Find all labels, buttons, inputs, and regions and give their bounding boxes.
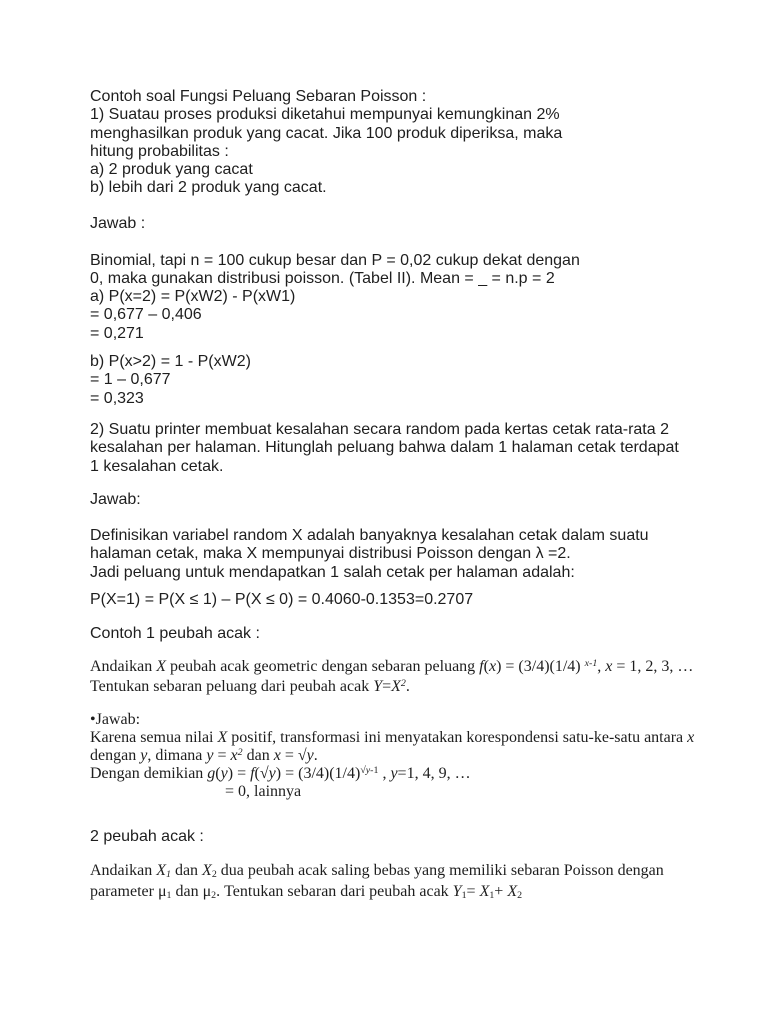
text-line: [90, 421, 679, 439]
text-segment: Y: [452, 883, 462, 900]
text-line: [90, 729, 694, 747]
text-segment: peubah acak geometric dengan sebaran peluang: [165, 658, 480, 675]
text-segment: y: [365, 764, 371, 776]
text-segment: halaman cetak, maka X mempunyai distribusi Poisson dengan λ =2.: [90, 545, 571, 563]
text-segment: Karena semua nilai: [90, 729, 218, 746]
text-segment: dan: [242, 747, 274, 764]
text-segment: P(X=1) = P(X ≤ 1) – P(X ≤ 0) = 0.4060-0.1353=0.2707: [90, 591, 474, 608]
text-segment: Definisikan variabel random X adalah banyaknya kesalahan cetak dalam suatu: [90, 527, 649, 544]
text-segment: 0, maka gunakan distribusi poisson. (Tabel II). Mean = _ = n.p = 2: [90, 269, 555, 287]
text-segment: = 1, 2, 3, …: [612, 658, 694, 675]
text-segment: X: [391, 678, 401, 695]
text-segment: 2: [211, 890, 217, 902]
text-segment: Tentukan sebaran peluang dari peubah acak: [90, 678, 374, 695]
text-segment: y: [140, 747, 148, 764]
text-segment: X: [507, 883, 518, 900]
text-segment: 2: [400, 677, 406, 689]
text-segment: 2: [517, 890, 523, 902]
text-line: [90, 390, 251, 408]
text-segment: (√: [254, 765, 269, 782]
text-segment: = 0, lainnya: [225, 783, 302, 800]
text-segment: Andaikan: [90, 658, 157, 675]
text-segment: dua peubah acak saling bebas yang memiliki sebaran Poisson dengan: [216, 862, 664, 879]
example1-answer-paragraph: [90, 711, 694, 801]
text-segment: . Tentukan sebaran dari peubah acak: [216, 883, 453, 900]
text-segment: √: [360, 764, 366, 776]
text-segment: x-1: [584, 657, 598, 669]
example1-heading: [90, 625, 260, 643]
text-line: [90, 765, 694, 783]
text-segment: Jawab :: [90, 215, 146, 232]
text-segment: y: [390, 765, 398, 782]
answer2-paragraph: [90, 527, 649, 582]
text-line: [90, 527, 649, 545]
text-segment: f: [250, 765, 255, 782]
text-segment: menghasilkan produk yang cacat. Jika 100 produk diperiksa, maka: [90, 124, 563, 142]
text-segment: •Jawab:: [90, 711, 141, 728]
text-segment: a) 2 produk yang cacat: [90, 161, 253, 179]
text-segment: 2: [211, 869, 217, 881]
text-segment: Jawab:: [90, 491, 141, 508]
text-segment: 2: [237, 746, 243, 758]
text-line: [90, 325, 580, 343]
text-line: [90, 252, 580, 270]
text-segment: Y: [373, 678, 383, 695]
text-segment: dan: [170, 862, 203, 879]
text-segment: x: [488, 658, 497, 675]
text-line: [90, 88, 562, 106]
text-line: [90, 828, 204, 846]
text-segment: =: [213, 747, 231, 764]
text-segment: Contoh 1 peubah acak :: [90, 625, 260, 642]
text-segment: (: [483, 658, 489, 675]
text-line: [90, 106, 562, 124]
text-line: [90, 657, 693, 677]
text-segment: = 1 – 0,677: [90, 371, 171, 389]
text-segment: .: [405, 678, 410, 695]
problem1-paragraph: [90, 88, 562, 198]
text-segment: Jadi peluang untuk mendapatkan 1 salah cetak per halaman adalah:: [90, 563, 575, 581]
text-segment: (: [215, 765, 221, 782]
text-segment: ) = (3/4)(1/4): [496, 658, 585, 675]
text-segment: = √: [280, 747, 307, 764]
text-line: [90, 161, 562, 179]
text-segment: Contoh soal Fungsi Peluang Sebaran Poisson :: [90, 88, 427, 105]
text-segment: 2 peubah acak :: [90, 828, 204, 845]
text-line: [90, 458, 679, 476]
text-line: [90, 179, 562, 197]
text-line: [90, 439, 679, 457]
text-segment: X: [156, 658, 166, 675]
text-line: [90, 143, 562, 161]
text-line: [90, 545, 649, 563]
text-segment: f: [479, 658, 484, 675]
text-segment: positif, transformasi ini menyatakan korespondensi satu-ke-satu antara: [227, 729, 688, 746]
text-segment: y: [206, 747, 214, 764]
text-line: [90, 747, 694, 765]
text-segment: ) = (3/4)(1/4): [275, 765, 361, 782]
text-segment: parameter μ: [90, 883, 167, 900]
text-segment: ,: [597, 658, 606, 675]
text-segment: Andaikan: [90, 862, 157, 879]
text-segment: 1 kesalahan cetak.: [90, 457, 224, 475]
text-line: [90, 591, 473, 609]
text-segment: x: [687, 729, 695, 746]
text-segment: = 0,271: [90, 324, 144, 342]
text-segment: g: [207, 765, 216, 782]
text-line: [90, 125, 562, 143]
text-line: [90, 288, 580, 306]
two-variables-paragraph: [90, 860, 664, 902]
text-line: [90, 306, 580, 324]
text-segment: b) P(x>2) = 1 - P(xW2): [90, 353, 251, 370]
text-segment: Binomial, tapi n = 100 cukup besar dan P = 0,02 cukup dekat dengan: [90, 251, 580, 269]
problem2-paragraph: [90, 421, 679, 476]
text-segment: ,: [378, 765, 391, 782]
text-line: [90, 233, 580, 251]
text-segment: .: [313, 747, 318, 764]
text-segment: y: [268, 765, 276, 782]
text-segment: = 0,323: [90, 389, 144, 407]
text-segment: 1: [165, 869, 171, 881]
text-line: [90, 783, 694, 801]
text-segment: =1, 4, 9, …: [397, 765, 471, 782]
text-segment: b) lebih dari 2 produk yang cacat.: [90, 179, 327, 197]
answer1a-paragraph: [90, 215, 580, 343]
text-segment: a) P(x=2) = P(xW2) - P(xW1): [90, 288, 296, 306]
text-segment: y: [220, 765, 228, 782]
text-line: [90, 270, 580, 288]
text-segment: 1) Suatau proses produksi diketahui mempunyai kemungkinan 2%: [90, 106, 560, 124]
example1-paragraph: [90, 657, 693, 697]
text-segment: hitung probabilitas :: [90, 142, 229, 160]
text-segment: y: [306, 747, 314, 764]
two-variables-heading: [90, 828, 204, 846]
text-line: [90, 564, 649, 582]
text-segment: dengan: [90, 747, 141, 764]
text-line: [90, 677, 693, 697]
text-segment: x: [230, 747, 238, 764]
text-segment: 1: [489, 890, 495, 902]
text-segment: , dimana: [147, 747, 207, 764]
text-segment: X: [156, 862, 166, 879]
text-line: [90, 215, 580, 233]
text-line: [90, 881, 664, 902]
text-line: [90, 711, 694, 729]
text-segment: x: [273, 747, 281, 764]
text-segment: 1: [166, 890, 172, 902]
text-segment: X: [217, 729, 228, 746]
text-segment: 1: [461, 890, 467, 902]
text-segment: 2) Suatu printer membuat kesalahan secara random pada kertas cetak rata-rata 2: [90, 421, 669, 438]
text-segment: =: [382, 678, 392, 695]
text-segment: ) =: [227, 765, 251, 782]
text-segment: =: [466, 883, 480, 900]
answer2-result-line: [90, 591, 473, 609]
text-line: [90, 625, 260, 643]
text-segment: X: [202, 862, 212, 879]
text-segment: +: [494, 883, 508, 900]
answer1b-paragraph: [90, 353, 251, 408]
text-segment: -1: [370, 764, 379, 776]
text-segment: X: [479, 883, 490, 900]
text-segment: x: [605, 658, 613, 675]
text-segment: Dengan demikian: [90, 765, 208, 782]
text-line: [90, 371, 251, 389]
text-segment: kesalahan per halaman. Hitunglah peluang bahwa dalam 1 halaman cetak terdapat: [90, 439, 679, 457]
text-line: [90, 491, 141, 509]
text-segment: = 0,677 – 0,406: [90, 306, 202, 324]
text-line: [90, 860, 664, 881]
text-line: [90, 353, 251, 371]
text-segment: dan μ: [171, 883, 212, 900]
answer2-label: [90, 491, 141, 509]
